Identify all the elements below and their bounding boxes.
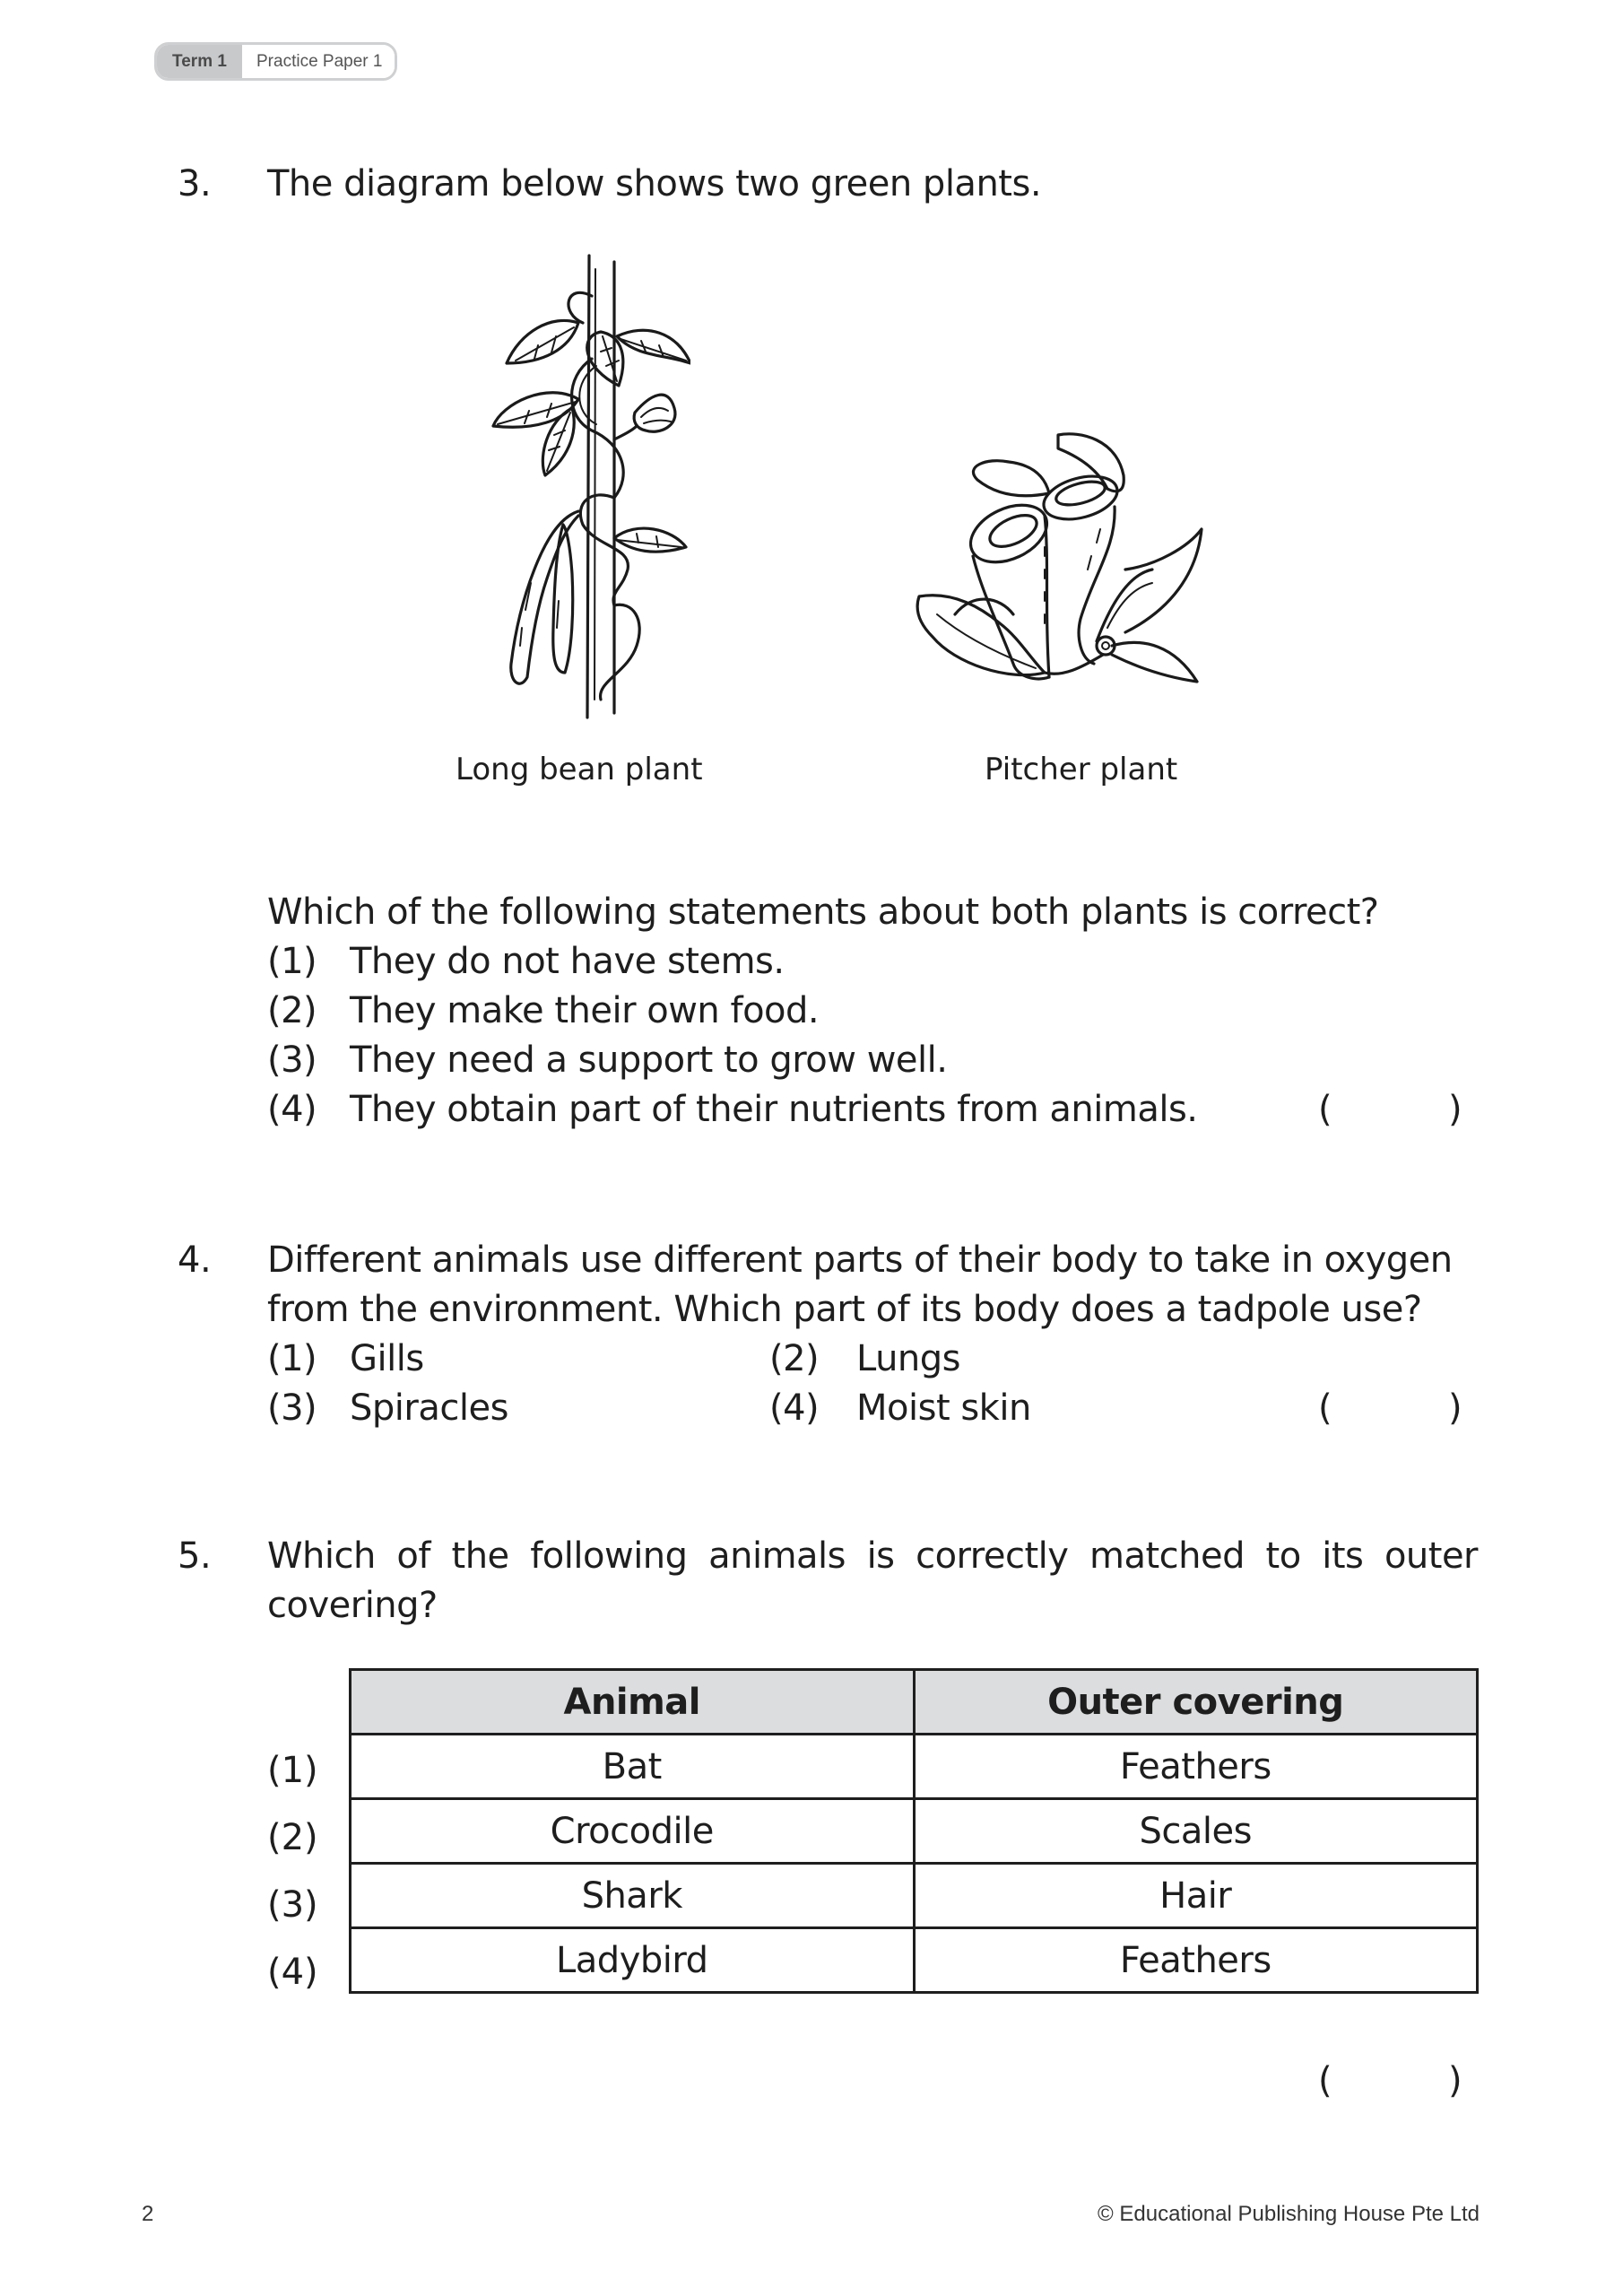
pitcher-plant-illustration xyxy=(901,422,1211,700)
copyright-notice: © Educational Publishing House Pte Ltd xyxy=(1098,2202,1480,2226)
option-text: They make their own food. xyxy=(350,990,820,1031)
cell-covering: Scales xyxy=(914,1799,1478,1864)
cell-animal: Bat xyxy=(351,1735,915,1799)
question-number: 4. xyxy=(178,1239,212,1281)
option-number: (4) xyxy=(769,1387,820,1429)
question-stem-line: from the environment. Which part of its body does a tadpole use? xyxy=(267,1289,1422,1330)
long-bean-plant-illustration xyxy=(466,251,690,726)
option-number: (4) xyxy=(267,1089,317,1130)
table-row-number: (1) xyxy=(267,1750,318,1791)
answer-bracket-close: ) xyxy=(1448,2060,1462,2101)
table-row xyxy=(351,1799,1478,1864)
option-text: They obtain part of their nutrients from animals. xyxy=(350,1089,1198,1130)
question-stem-line: Which of the following animals is correctly matched to its outer xyxy=(267,1535,1478,1577)
option-text: Lungs xyxy=(856,1338,961,1379)
page-number: 2 xyxy=(142,2202,154,2226)
table-row xyxy=(351,1735,1478,1799)
figure-caption-long-bean: Long bean plant xyxy=(456,752,703,787)
option-text: Spiracles xyxy=(350,1387,508,1429)
column-header-animal: Animal xyxy=(351,1670,915,1735)
option-text: Gills xyxy=(350,1338,424,1379)
answer-bracket-open: ( xyxy=(1318,1387,1332,1429)
option-number: (3) xyxy=(267,1039,317,1081)
option-text: They need a support to grow well. xyxy=(350,1039,948,1081)
table-row xyxy=(351,1864,1478,1928)
option-number: (1) xyxy=(267,941,317,982)
question-stem: Which of the following statements about both plants is correct? xyxy=(267,891,1379,933)
cell-animal: Crocodile xyxy=(351,1799,915,1864)
answer-bracket-close: ) xyxy=(1448,1387,1462,1429)
question-stem-line: covering? xyxy=(267,1585,438,1626)
paper-label: Practice Paper 1 xyxy=(242,45,395,78)
table-row-number: (2) xyxy=(267,1817,318,1858)
figure-caption-pitcher: Pitcher plant xyxy=(985,752,1178,787)
option-number: (1) xyxy=(267,1338,317,1379)
option-text: Moist skin xyxy=(856,1387,1031,1429)
answer-bracket-close: ) xyxy=(1448,1089,1462,1130)
paper-tag xyxy=(154,42,397,81)
table-row xyxy=(351,1928,1478,1993)
table-row-number: (4) xyxy=(267,1952,318,1993)
option-number: (3) xyxy=(267,1387,317,1429)
pole-line-left xyxy=(587,256,589,718)
column-header-outer-covering: Outer covering xyxy=(914,1670,1478,1735)
table-row-number: (3) xyxy=(267,1884,318,1926)
question-intro: The diagram below shows two green plants. xyxy=(267,163,1042,204)
table-header-row xyxy=(351,1670,1478,1735)
cell-animal: Shark xyxy=(351,1864,915,1928)
option-text: They do not have stems. xyxy=(350,941,785,982)
answer-bracket-open: ( xyxy=(1318,2060,1332,2101)
question-number: 5. xyxy=(178,1535,212,1577)
question-stem-line: Different animals use different parts of their body to take in oxygen xyxy=(267,1239,1453,1281)
question-number: 3. xyxy=(178,163,212,204)
cell-covering: Feathers xyxy=(914,1735,1478,1799)
cell-covering: Feathers xyxy=(914,1928,1478,1993)
cell-animal: Ladybird xyxy=(351,1928,915,1993)
option-number: (2) xyxy=(267,990,317,1031)
cell-covering: Hair xyxy=(914,1864,1478,1928)
answer-bracket-open: ( xyxy=(1318,1089,1332,1130)
animal-covering-table xyxy=(349,1668,1479,1994)
term-label: Term 1 xyxy=(157,45,242,78)
option-number: (2) xyxy=(769,1338,820,1379)
